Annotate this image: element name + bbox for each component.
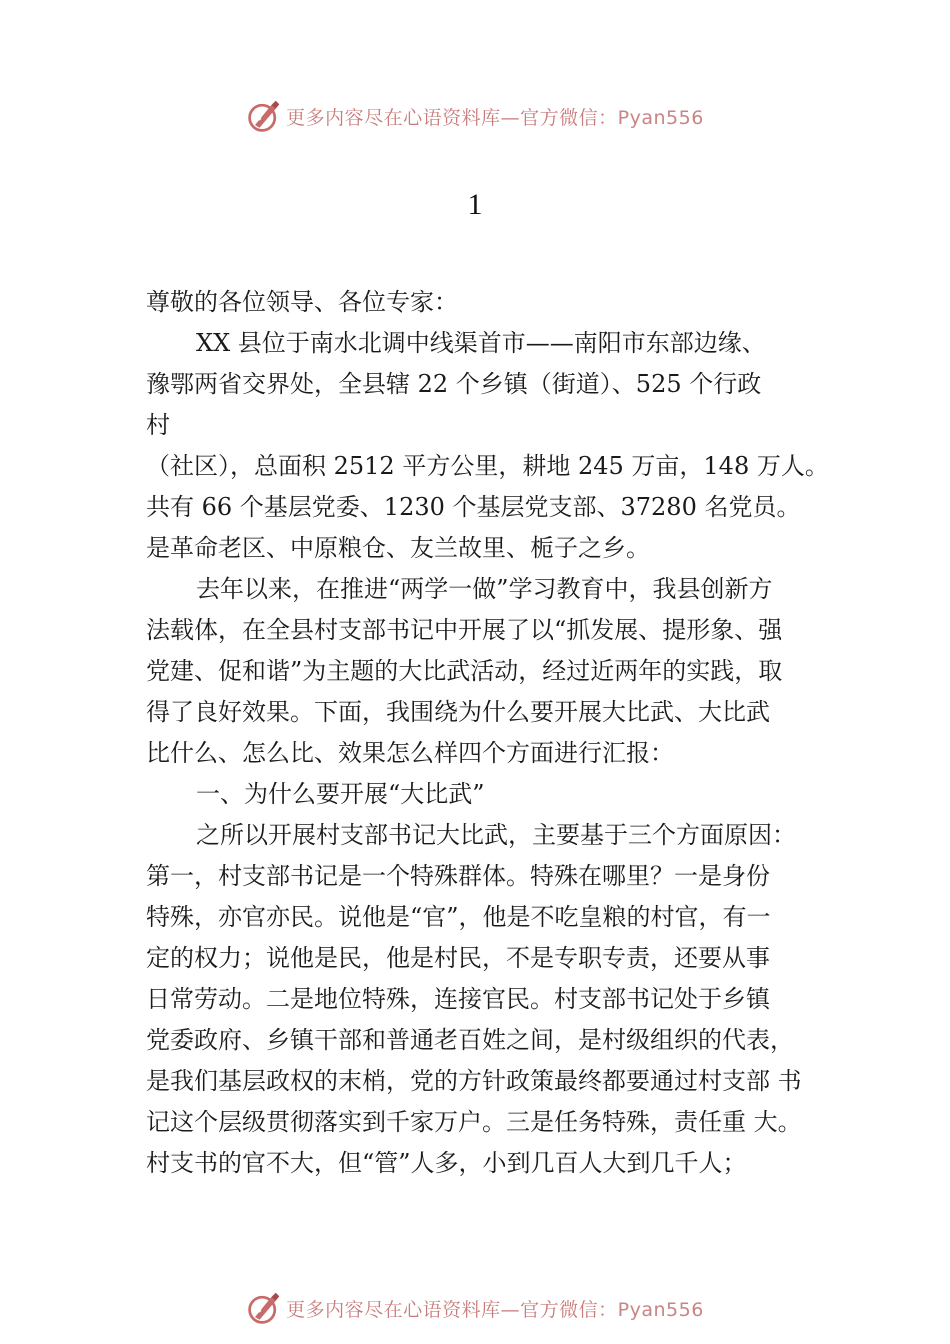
body-line: 法载体，在全县村支部书记中开展了以“抓发展、提形象、强 xyxy=(146,616,783,644)
body-line: 定的权力；说他是民，他是村民，不是专职专责，还要从事 xyxy=(146,944,770,972)
body-line: XX 县位于南水北调中线渠首市——南阳市东部边缘、 xyxy=(196,329,766,357)
banner-wechat-id: Pyan556 xyxy=(617,106,704,129)
body-line: 第一，村支部书记是一个特殊群体。特殊在哪里？一是身份 xyxy=(146,862,770,890)
banner-text xyxy=(286,103,704,130)
body-line: 得了良好效果。下面，我围绕为什么要开展大比武、大比武 xyxy=(146,698,770,726)
body-line: 特殊，亦官亦民。说他是“官”，他是不吃皇粮的村官，有一 xyxy=(146,903,771,931)
banner-text xyxy=(286,1295,704,1322)
body-line: 党建、促和谐”为主题的大比武活动，经过近两年的实践，取 xyxy=(146,657,783,685)
body-line: 村支书的官不大，但“管”人多，小到几百人大到几千人； xyxy=(146,1149,747,1177)
body-line: 是我们基层政权的末梢，党的方针政策最终都要通过村支部 书 xyxy=(146,1067,802,1095)
header-banner xyxy=(0,96,950,136)
body-line: （社区），总面积 2512 平方公里，耕地 245 万亩，148 万人。 xyxy=(146,452,829,480)
body-line-salutation: 尊敬的各位领导、各位专家： xyxy=(146,288,458,316)
banner-slogan: 更多内容尽在心语资料库—官方微信： xyxy=(286,1298,618,1321)
body-line: 之所以开展村支部书记大比武，主要基于三个方面原因： xyxy=(196,821,796,849)
footer-banner xyxy=(0,1288,950,1328)
banner-slogan: 更多内容尽在心语资料库—官方微信： xyxy=(286,106,618,129)
pen-logo-icon xyxy=(246,1290,282,1326)
body-line: 豫鄂两省交界处，全县辖 22 个乡镇（街道）、525 个行政 xyxy=(146,370,762,398)
banner-wechat-id: Pyan556 xyxy=(617,1298,704,1321)
page-number: 1 xyxy=(467,188,483,221)
pen-logo-icon xyxy=(246,98,282,134)
body-line: 日常劳动。二是地位特殊，连接官民。村支部书记处于乡镇 xyxy=(146,985,770,1013)
document-body xyxy=(146,282,836,1184)
body-line: 党委政府、乡镇干部和普通老百姓之间，是村级组织的代表， xyxy=(146,1026,794,1054)
body-line: 共有 66 个基层党委、1230 个基层党支部、37280 名党员。 xyxy=(146,493,801,521)
body-line: 是革命老区、中原粮仓、友兰故里、栀子之乡。 xyxy=(146,534,650,562)
body-line: 比什么、怎么比、效果怎么样四个方面进行汇报： xyxy=(146,739,674,767)
body-line: 去年以来，在推进“两学一做”学习教育中，我县创新方 xyxy=(196,575,773,603)
body-line: 村 xyxy=(146,411,170,439)
section-heading: 一、为什么要开展“大比武” xyxy=(196,780,485,808)
body-line: 记这个层级贯彻落实到千家万户。三是任务特殊，责任重 大。 xyxy=(146,1108,802,1136)
